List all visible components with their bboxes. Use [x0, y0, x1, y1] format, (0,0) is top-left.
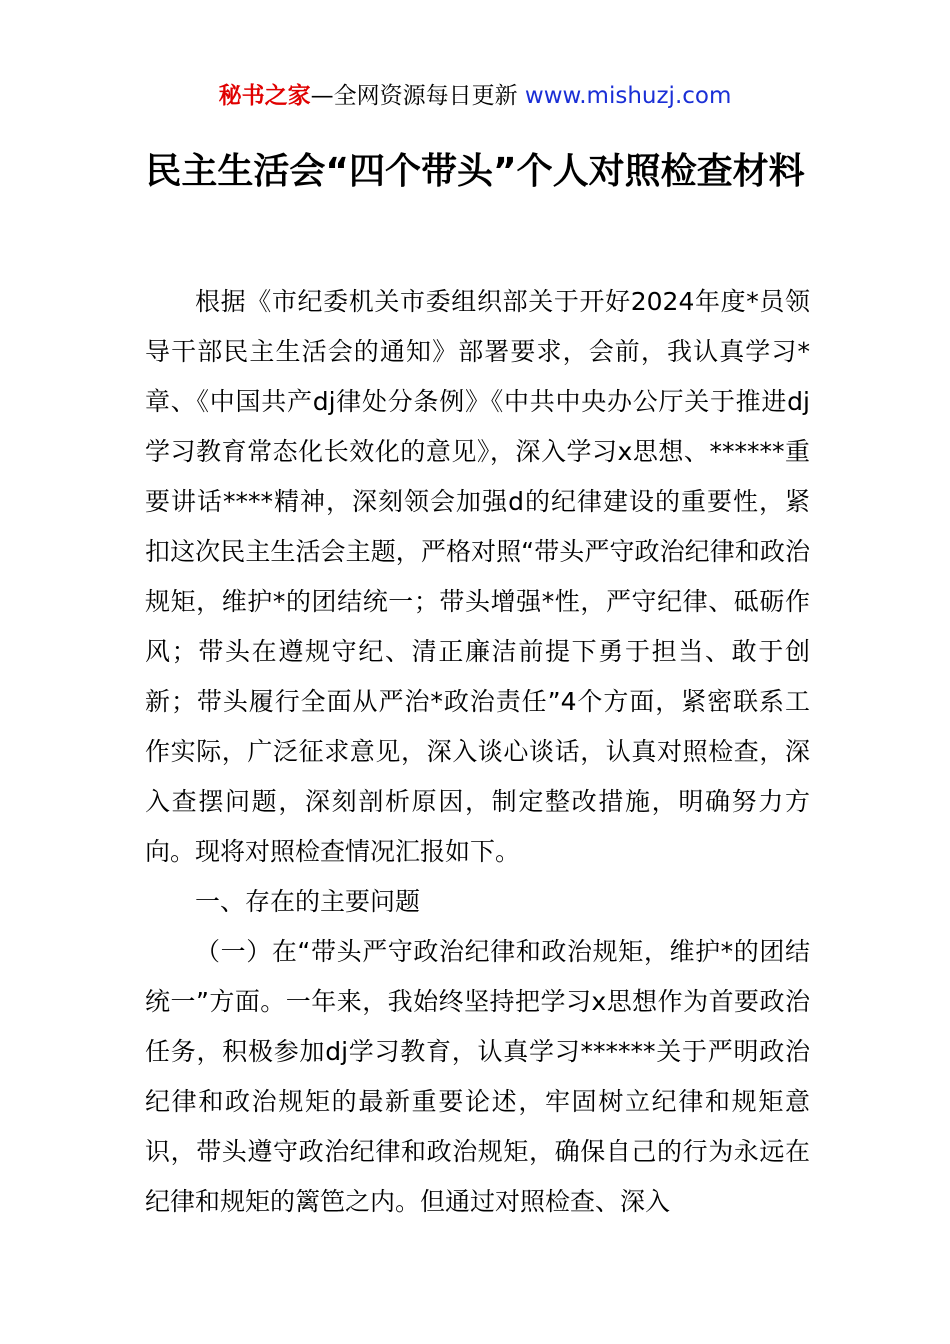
- site-header: [0, 78, 950, 114]
- intro-paragraph: 根据《市纪委机关市委组织部关于开好2024年度*员领导干部民主生活会的通知》部署要求，会前，我认真学习*章、《中国共产dj律处分条例》《中共中央办公厅关于推进dj学习教育常态化长效化的意见》，深入学习x思想、******重要讲话****精神，深刻领会加强d的纪律建设的重要性，紧扣这次民主生活会主题，严格对照“带头严守政治纪律和政治规矩，维护*的团结统一；带头增强*性，严守纪律、砥砺作风；带头在遵规守纪、清正廉洁前提下勇于担当、敢于创新；带头履行全面从严治*政治责任”4个方面，紧密联系工作实际，广泛征求意见，深入谈心谈话，认真对照检查，深入查摆问题，深刻剖析原因，制定整改措施，明确努力方向。现将对照检查情况汇报如下。: [145, 287, 810, 866]
- site-url[interactable]: www.mishuzj.com: [524, 83, 732, 109]
- document-body: [145, 277, 810, 1227]
- header-tagline: —全网资源每日更新: [310, 83, 525, 109]
- document-title: 民主生活会“四个带头”个人对照检查材料: [145, 151, 805, 192]
- subsection-paragraph: （一）在“带头严守政治纪律和政治规矩，维护*的团结统一”方面。一年来，我始终坚持把学习x思想作为首要政治任务，积极参加dj学习教育，认真学习******关于严明政治纪律和政治规矩的最新重要论述，牢固树立纪律和规矩意识，带头遵守政治纪律和政治规矩，确保自己的行为永远在纪律和规矩的篱笆之内。但通过对照检查、深入: [145, 937, 810, 1216]
- brand-name: 秘书之家: [218, 83, 311, 109]
- section-heading: 一、存在的主要问题: [195, 887, 421, 916]
